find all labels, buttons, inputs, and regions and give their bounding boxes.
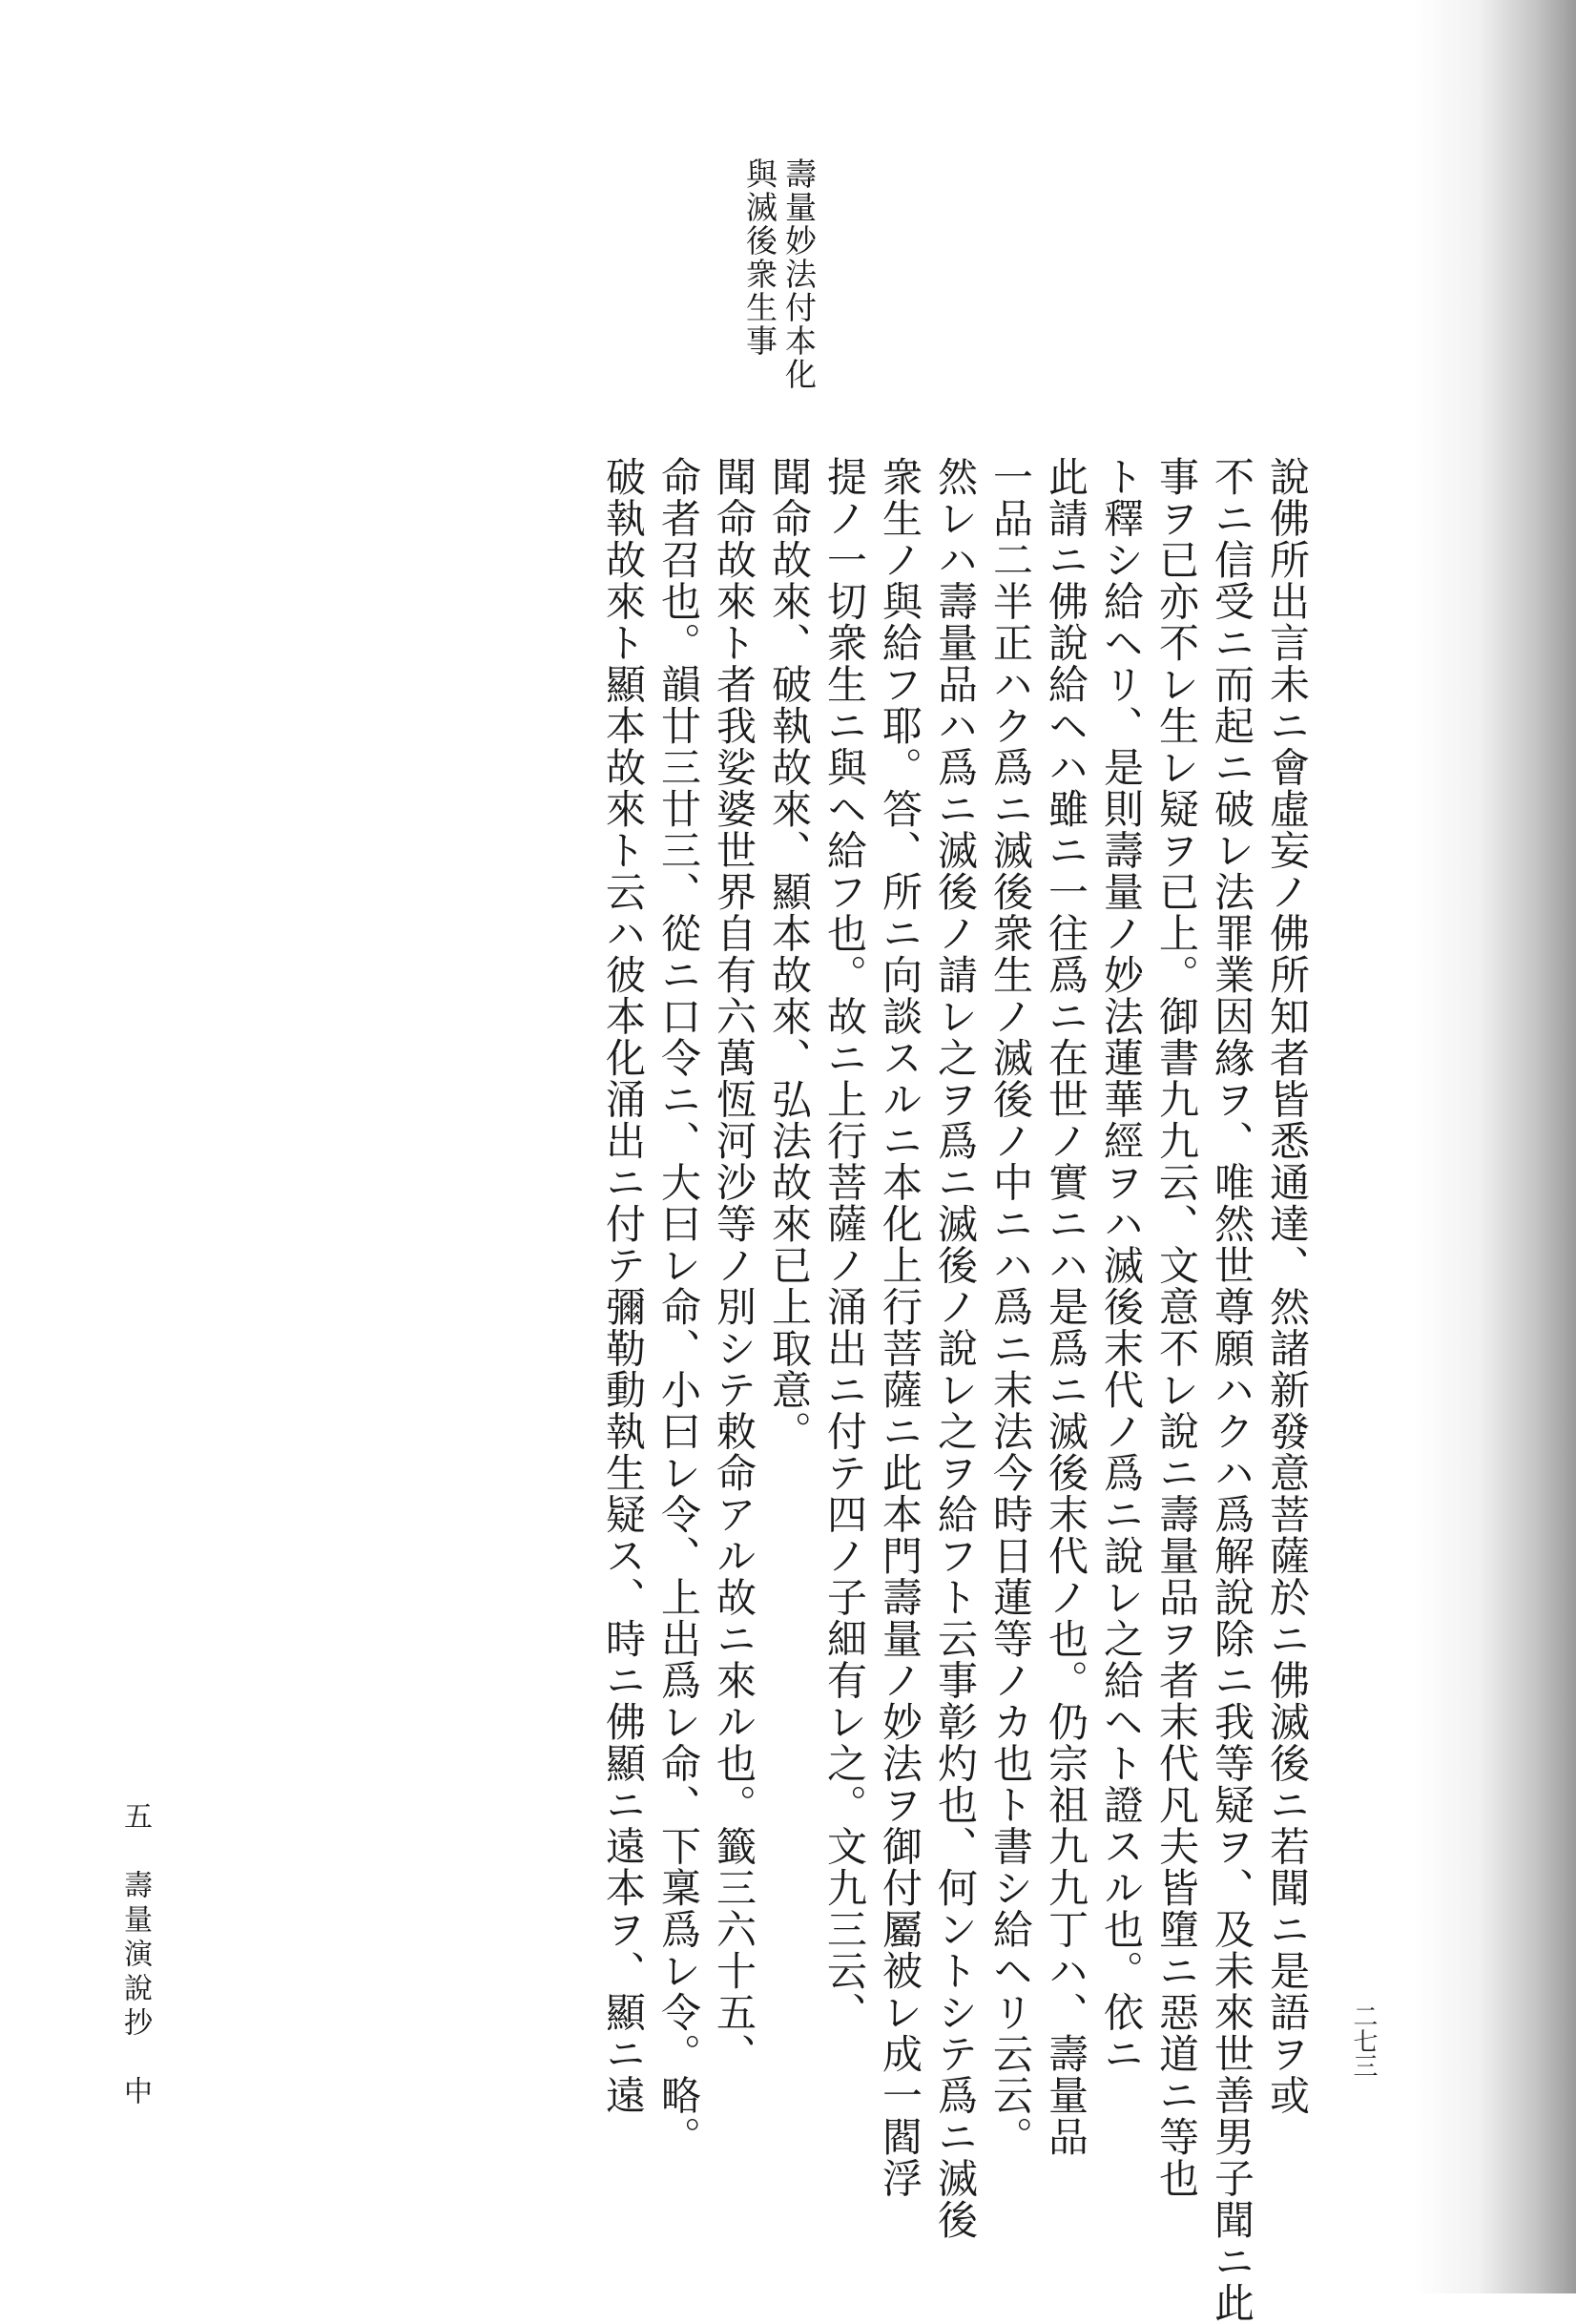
body-line-11: 聞命故來ト者我娑婆世界自有六萬恆河沙等ノ別シテ敕命アル故ニ來ル也。籤三六十五、	[711, 456, 757, 2075]
section-heading-line-2: 與滅後衆生事	[741, 157, 778, 358]
body-line-3: 事ヲ已亦不レ生レ疑ヲ已上。御書九九云、文意不レ說ニ壽量品ヲ者末代凡夫皆墮ニ惡道ニ等也	[1153, 456, 1200, 2199]
section-heading	[727, 157, 818, 405]
running-head: 五 壽量演說抄 中	[118, 1801, 152, 2110]
body-text	[200, 456, 1311, 2324]
body-line-5: 此請ニ佛說給ヘハ雖ニ一往爲ニ在世ノ實ニハ是爲ニ滅後末代ノ也。仍宗祖九九丁ハ、壽量品	[1043, 456, 1089, 2158]
body-line-13: 破執故來ト顯本故來ト云ハ彼本化涌出ニ付テ彌勒動執生疑ス、時ニ佛顯ニ遠本ヲ、顯ニ遠	[600, 456, 647, 2116]
body-line-4: ト釋シ給ヘリ、是則壽量ノ妙法蓮華經ヲハ滅後末代ノ爲ニ說レ之給ヘト證スル也。依ニ	[1098, 456, 1145, 2075]
body-line-12: 命者召也。韻廿三廿三、從ニ口令ニ、大曰レ命、小曰レ令、上出爲レ命、下稟爲レ令。略。	[655, 456, 702, 2158]
section-heading-line-1: 壽量妙法付本化	[780, 157, 818, 391]
body-line-7: 然レハ壽量品ハ爲ニ滅後ノ請レ之ヲ爲ニ滅後ノ說レ之ヲ給フト云事彰灼也、何ントシテ爲ニ滅後	[932, 456, 979, 2241]
body-line-8: 衆生ノ與給フ耶。答、所ニ向談スルニ本化上行菩薩ニ此本門壽量ノ妙法ヲ御付屬被レ成一閻浮	[877, 456, 923, 2199]
body-line-1: 說佛所出言未ニ會虛妄ノ佛所知者皆悉通達、然諸新發意菩薩於ニ佛滅後ニ若聞ニ是語ヲ或	[1264, 456, 1311, 2116]
body-line-9: 提ノ一切衆生ニ與ヘ給フ也。故ニ上行菩薩ノ涌出ニ付テ四ノ子細有レ之。文九三云、	[821, 456, 868, 2033]
body-line-10: 聞命故來、破執故來、顯本故來、弘法故來已上取意。	[766, 456, 813, 1452]
body-line-6: 一品二半正ハク爲ニ滅後衆生ノ滅後ノ中ニハ爲ニ末法今時日蓮等ノカ也ト書シ給ヘリ云云。	[987, 456, 1034, 2158]
binding-edge-shadow	[1414, 0, 1576, 2293]
page-number: 二七三	[1349, 2003, 1378, 2078]
body-line-2: 不ニ信受ニ而起ニ破レ法罪業因緣ヲ、唯然世尊願ハクハ爲解說除ニ我等疑ヲ、及未來世善男子聞ニ此	[1209, 456, 1255, 2324]
